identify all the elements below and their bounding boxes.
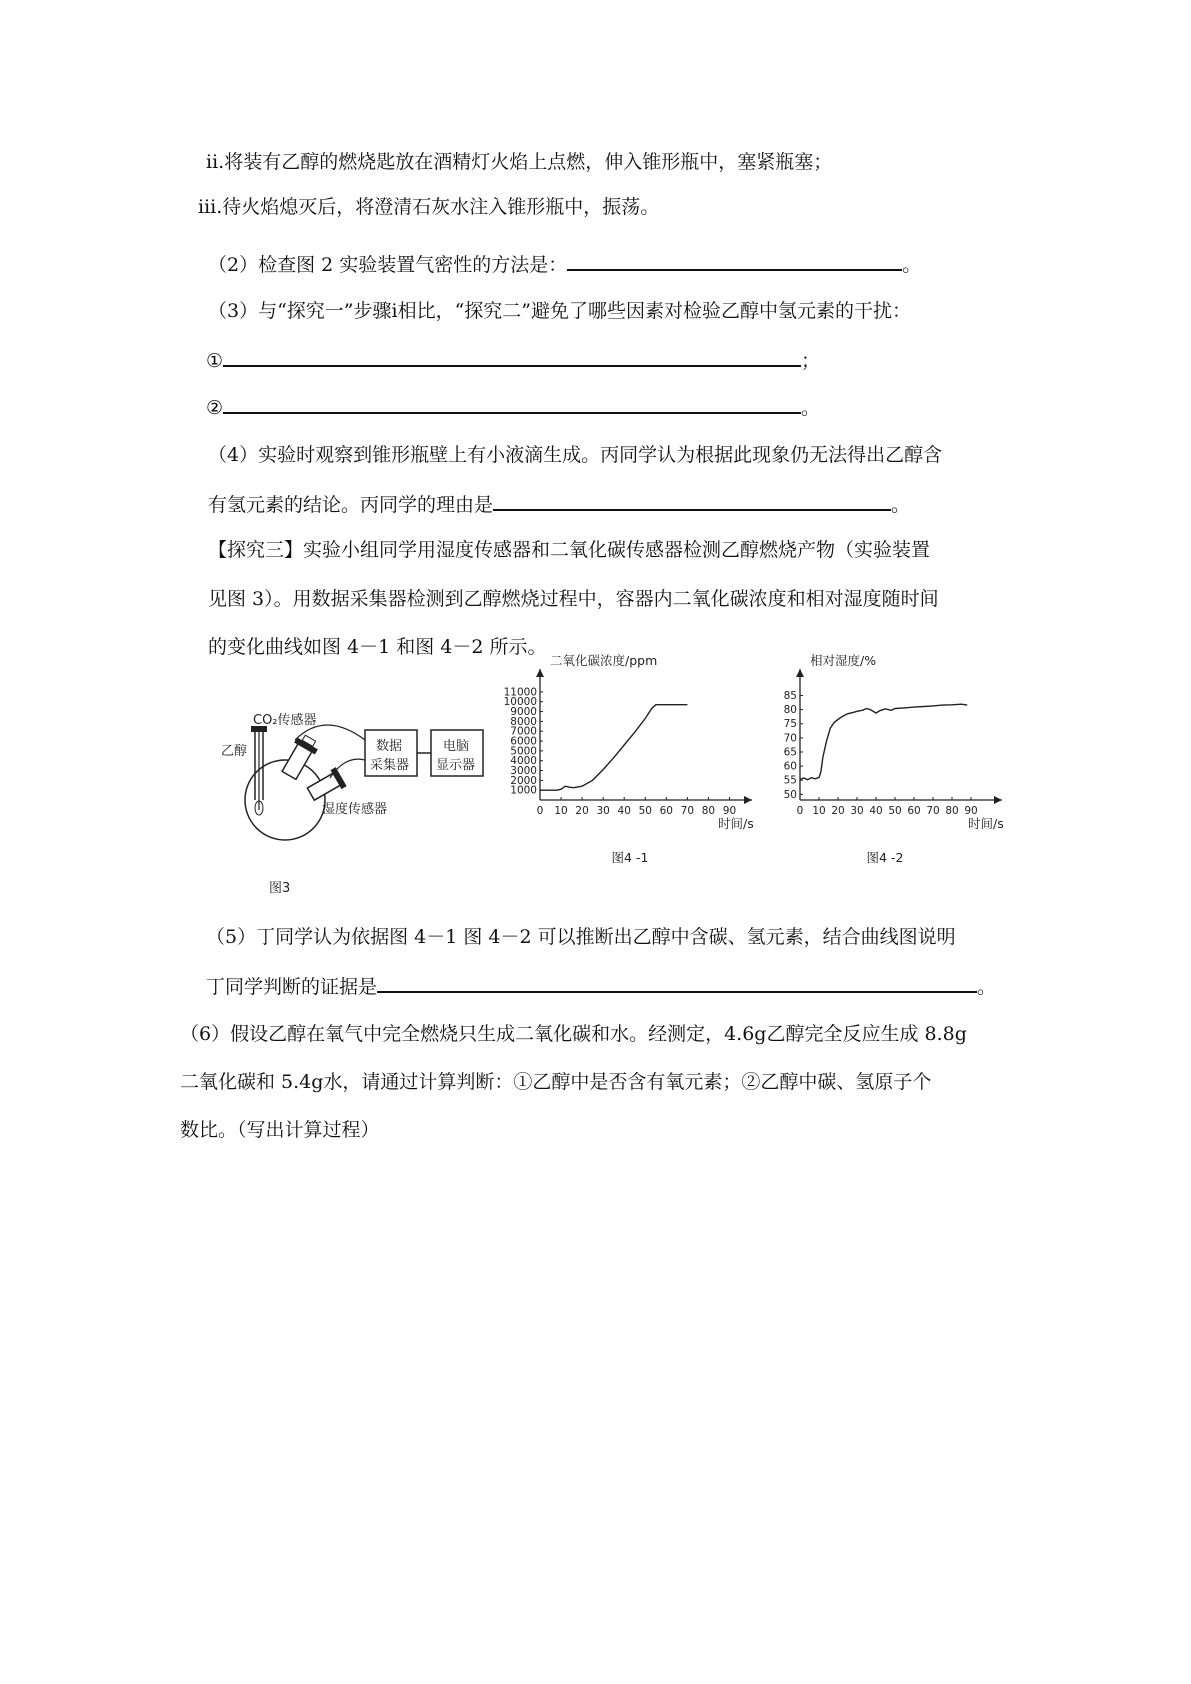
answer-blank[interactable] — [493, 491, 891, 511]
x-axis-label: 时间/s — [968, 816, 1004, 831]
y-axis-arrow — [796, 669, 804, 677]
step-iii: ⅲ.待火焰熄灭后，将澄清石灰水注入锥形瓶中，振荡。 — [198, 196, 660, 218]
question-3-item-2: ② 。 — [206, 394, 820, 420]
figure-caption: 图4 -2 — [866, 850, 904, 865]
figure-caption: 图4 -1 — [611, 850, 649, 865]
x-tick-label: 20 — [831, 805, 845, 817]
figure-4-1-co2-chart — [500, 653, 780, 897]
x-tick-label: 10 — [554, 805, 568, 817]
y-tick-label: 4000 — [510, 755, 537, 768]
y-tick-label: 6000 — [510, 735, 537, 748]
x-tick-label: 0 — [536, 805, 544, 817]
answer-blank[interactable] — [567, 251, 902, 271]
y-tick-label: 75 — [783, 718, 797, 731]
y-tick-label: 85 — [783, 689, 797, 702]
question-5-line-1: （5）丁同学认为依据图 4－1 图 4－2 可以推断出乙醇中含碳、氢元素，结合曲线图说明 — [206, 926, 956, 948]
y-tick-label: 3000 — [510, 765, 537, 778]
x-tick-label: 40 — [869, 805, 883, 817]
y-tick-label: 65 — [783, 746, 797, 759]
x-tick-label: 80 — [701, 805, 716, 817]
x-tick-label: 90 — [722, 805, 737, 817]
figure-3-apparatus — [221, 700, 495, 900]
question-4-line-1: （4）实验时观察到锥形瓶壁上有小液滴生成。丙同学认为根据此现象仍无法得出乙醇含 — [208, 444, 943, 466]
x-tick-label: 60 — [907, 805, 921, 817]
y-tick-label: 60 — [783, 760, 797, 773]
y-tick-label: 10000 — [503, 696, 537, 709]
question-3-item-1: ① ； — [206, 347, 820, 373]
x-tick-label: 60 — [659, 805, 674, 817]
y-tick-label: 50 — [783, 788, 797, 801]
collector-label: 数据 — [376, 739, 403, 754]
x-tick-label: 80 — [945, 805, 959, 817]
y-tick-label: 70 — [783, 732, 797, 745]
question-6-line-1: （6）假设乙醇在氧气中完全燃烧只生成二氧化碳和水。经测定，4.6g乙醇完全反应生成 8.8g — [180, 1023, 967, 1045]
x-tick-label: 20 — [575, 805, 589, 817]
collector-label: 采集器 — [370, 758, 410, 773]
computer-label: 显示器 — [436, 758, 476, 773]
explore-3-line-1: 【探究三】实验小组同学用湿度传感器和二氧化碳传感器检测乙醇燃烧产物（实验装置 — [208, 539, 931, 561]
question-3: （3）与“探究一”步骤ⅰ相比，“探究二”避免了哪些因素对检验乙醇中氢元素的干扰： — [208, 300, 912, 322]
x-tick-label: 30 — [596, 805, 610, 817]
y-tick-label: 8000 — [510, 715, 537, 728]
question-5-line-2: 丁同学判断的证据是 。 — [206, 973, 996, 999]
co2-sensor-label: CO₂传感器 — [253, 713, 317, 728]
series-line — [800, 704, 967, 780]
x-tick-label: 40 — [617, 805, 631, 817]
ethanol-label: 乙醇 — [221, 744, 248, 759]
x-axis-label: 时间/s — [718, 816, 754, 831]
y-tick-label: 2000 — [510, 774, 537, 787]
chart-title: 二氧化碳浓度/ppm — [550, 653, 658, 668]
computer-label: 电脑 — [443, 739, 470, 754]
x-tick-label: 30 — [850, 805, 864, 817]
y-tick-label: 1000 — [510, 784, 537, 797]
question-6-line-3: 数比。（写出计算过程） — [180, 1119, 380, 1141]
x-axis-arrow — [744, 796, 752, 804]
y-tick-label: 55 — [783, 774, 797, 787]
y-tick-label: 80 — [783, 704, 797, 717]
series-line — [540, 705, 687, 791]
question-6-line-2: 二氧化碳和 5.4g水，请通过计算判断：①乙醇中是否含有氧元素；②乙醇中碳、氢原子个 — [180, 1071, 932, 1093]
explore-3-line-3: 的变化曲线如图 4－1 和图 4－2 所示。 — [208, 636, 547, 658]
y-tick-label: 11000 — [503, 686, 537, 699]
answer-blank[interactable] — [223, 347, 801, 367]
x-axis-arrow — [994, 796, 1002, 804]
x-tick-label: 50 — [638, 805, 652, 817]
question-4-line-2: 有氢元素的结论。丙同学的理由是 。 — [208, 491, 910, 517]
answer-blank[interactable] — [223, 394, 801, 414]
answer-blank[interactable] — [377, 973, 977, 993]
step-ii: ⅱ.将装有乙醇的燃烧匙放在酒精灯火焰上点燃，伸入锥形瓶中，塞紧瓶塞； — [206, 151, 833, 173]
y-tick-label: 7000 — [510, 725, 537, 738]
x-tick-label: 90 — [964, 805, 978, 817]
x-tick-label: 50 — [888, 805, 902, 817]
humidity-sensor-label: 湿度传感器 — [322, 802, 388, 817]
x-tick-label: 0 — [796, 805, 804, 817]
chart-title: 相对湿度/% — [810, 653, 877, 668]
figure-3-caption: 图3 — [269, 881, 291, 896]
x-tick-label: 70 — [680, 805, 695, 817]
x-tick-label: 70 — [926, 805, 940, 817]
humidity-sensor-probe — [305, 767, 346, 804]
x-tick-label: 10 — [812, 805, 826, 817]
explore-3-line-2: 见图 3）。用数据采集器检测到乙醇燃烧过程中，容器内二氧化碳浓度和相对湿度随时间 — [208, 588, 939, 610]
y-tick-label: 9000 — [510, 706, 537, 719]
y-axis-arrow — [536, 669, 544, 677]
figure-4-2-humidity-chart — [778, 653, 1038, 897]
y-tick-label: 5000 — [510, 745, 537, 758]
question-2: （2）检查图 2 实验装置气密性的方法是： 。 — [208, 251, 921, 277]
